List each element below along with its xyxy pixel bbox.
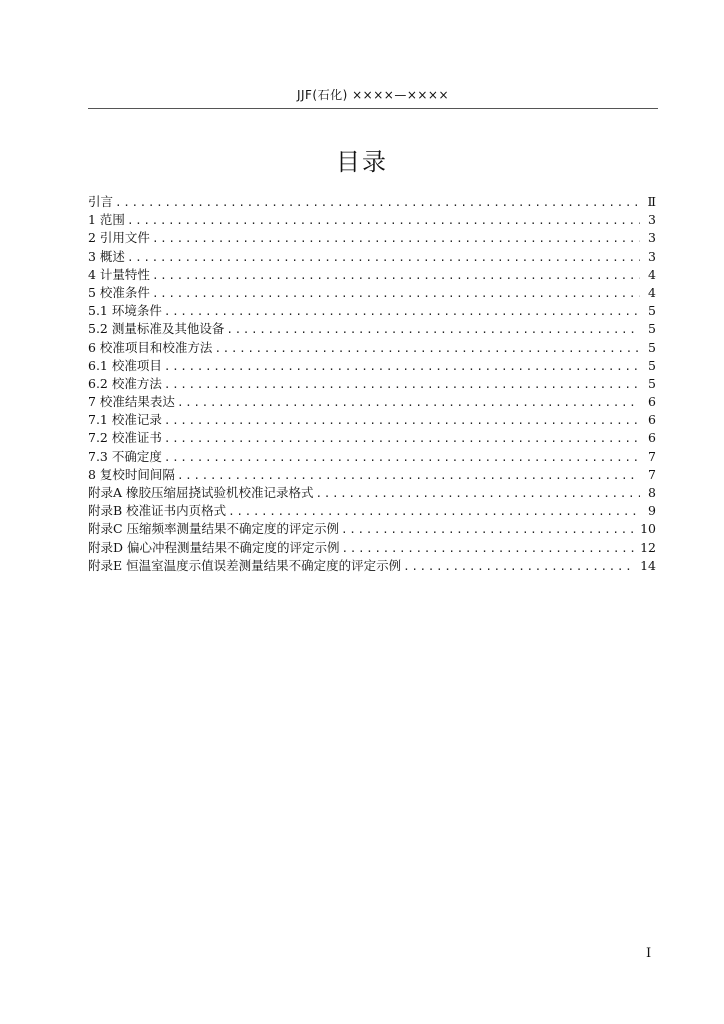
toc-entry[interactable] (88, 284, 656, 302)
toc-entry[interactable] (88, 357, 656, 375)
toc-entry-page: 5 (648, 303, 656, 319)
toc-entry-label: 8 复校时间间隔 (88, 466, 175, 482)
toc-entry-page: 3 (648, 212, 656, 228)
toc-entry[interactable] (88, 411, 656, 429)
toc-entry[interactable] (88, 229, 656, 247)
table-of-contents (88, 193, 656, 575)
dot-leader (164, 358, 640, 375)
toc-entry-page: 10 (640, 521, 656, 537)
toc-entry-label: 6 校准项目和校准方法 (88, 339, 213, 355)
toc-entry-page: 12 (640, 539, 656, 555)
toc-entry[interactable] (88, 375, 656, 393)
dot-leader (152, 285, 640, 302)
toc-entry[interactable] (88, 248, 656, 266)
toc-entry-page: 6 (648, 430, 656, 446)
toc-entry-label: 4 计量特性 (88, 266, 150, 282)
toc-entry-label: 6.1 校准项目 (88, 357, 162, 373)
toc-entry-page: 5 (648, 339, 656, 355)
toc-entry-page: 8 (648, 485, 656, 500)
toc-entry-page: 6 (648, 412, 656, 428)
page-number: I (646, 946, 652, 961)
toc-entry-label: 7 校准结果表达 (88, 394, 175, 410)
toc-entry[interactable] (88, 539, 656, 557)
toc-entry[interactable] (88, 429, 656, 447)
toc-entry[interactable] (88, 466, 656, 484)
toc-entry-page: Ⅱ (647, 194, 656, 209)
toc-entry-page: 4 (648, 284, 656, 300)
toc-entry-page: 7 (648, 466, 656, 482)
page-header (88, 86, 658, 109)
dot-leader (127, 249, 640, 266)
dot-leader (152, 267, 640, 284)
toc-entry-page: 3 (648, 248, 656, 264)
toc-entry-label: 2 引用文件 (88, 230, 150, 246)
toc-entry[interactable] (88, 339, 656, 357)
toc-entry[interactable] (88, 302, 656, 320)
toc-entry-page: 3 (648, 230, 656, 246)
toc-entry-label: 5.1 环境条件 (88, 303, 162, 319)
dot-leader (164, 449, 640, 466)
toc-entry-label: 附录D 偏心冲程测量结果不确定度的评定示例 (88, 539, 340, 555)
toc-entry-page: 5 (648, 321, 656, 337)
toc-entry-label: 附录B 校准证书内页格式 (88, 503, 227, 519)
toc-entry-label: 附录C 压缩频率测量结果不确定度的评定示例 (88, 521, 340, 537)
dot-leader (177, 394, 640, 411)
dot-leader (226, 321, 640, 338)
toc-entry-label: 7.1 校准记录 (88, 412, 162, 428)
toc-entry[interactable] (88, 211, 656, 229)
toc-entry-page: 7 (648, 448, 656, 464)
dot-leader (164, 303, 640, 320)
toc-entry-label: 3 概述 (88, 248, 125, 264)
header-text: JJF(石化) ××××—×××× (296, 88, 450, 102)
toc-entry-label: 引言 (88, 194, 114, 209)
toc-entry-page: 9 (648, 503, 656, 519)
toc-entry-page: 5 (648, 375, 656, 391)
dot-leader (164, 376, 640, 393)
toc-entry[interactable] (88, 193, 656, 211)
toc-entry-label: 附录A 橡胶压缩屈挠试验机校准记录格式 (88, 485, 314, 500)
toc-title: 目录 (336, 148, 388, 176)
dot-leader (403, 558, 636, 575)
toc-entry[interactable] (88, 266, 656, 284)
toc-entry-page: 6 (648, 394, 656, 410)
dot-leader (316, 485, 640, 502)
dot-leader (341, 521, 636, 538)
toc-entry[interactable] (88, 393, 656, 411)
dot-leader (115, 194, 640, 211)
dot-leader (228, 503, 640, 520)
toc-entry[interactable] (88, 320, 656, 338)
toc-entry-label: 1 范围 (88, 212, 125, 228)
toc-entry-page: 14 (640, 557, 656, 573)
dot-leader (152, 230, 640, 247)
toc-entry[interactable] (88, 520, 656, 538)
dot-leader (164, 430, 640, 447)
dot-leader (177, 467, 640, 484)
dot-leader (342, 540, 637, 557)
dot-leader (164, 412, 640, 429)
toc-entry-page: 4 (648, 266, 656, 282)
dot-leader (214, 340, 640, 357)
toc-entry-label: 5 校准条件 (88, 284, 150, 300)
toc-entry-label: 7.3 不确定度 (88, 448, 162, 464)
dot-leader (127, 212, 640, 229)
toc-entry-page: 5 (648, 357, 656, 373)
toc-entry-label: 5.2 测量标准及其他设备 (88, 321, 225, 337)
toc-entry[interactable] (88, 484, 656, 502)
toc-entry-label: 附录E 恒温室温度示值误差测量结果不确定度的评定示例 (88, 557, 402, 573)
toc-entry[interactable] (88, 448, 656, 466)
toc-entry-label: 7.2 校准证书 (88, 430, 162, 446)
toc-entry-label: 6.2 校准方法 (88, 375, 162, 391)
toc-entry[interactable] (88, 557, 656, 575)
toc-entry[interactable] (88, 502, 656, 520)
